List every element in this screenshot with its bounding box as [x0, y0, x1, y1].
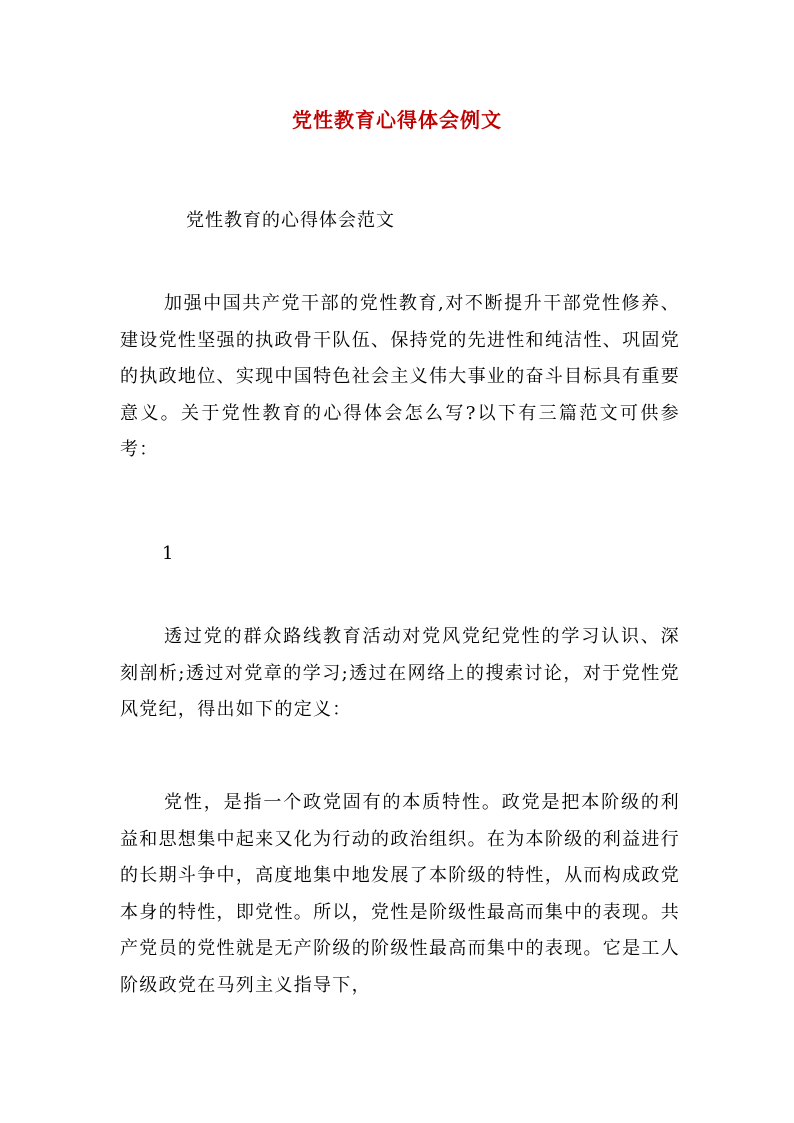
paragraph-intro: 加强中国共产党干部的党性教育,对不断提升干部党性修养、建设党性坚强的执政骨干队伍、保持党的先进性和纯洁性、巩固党的执政地位、实现中国特色社会主义伟大事业的奋斗目标具有重要意义。关于党性教育的心得体会怎么写?以下有三篇范文可供参考：: [120, 293, 680, 460]
document-title: 党性教育心得体会例文: [292, 108, 502, 132]
paragraph-definition: 党性，是指一个政党固有的本质特性。政党是把本阶级的利益和思想集中起来又化为行动的政治组织。在为本阶级的利益进行的长期斗争中，高度地集中地发展了本阶级的特性，从而构成政党本身的特性，即党性。所以，党性是阶级性最高而集中的表现。共产党员的党性就是无产阶级的阶级性最高而集中的表现。它是工人阶级政党在马列主义指导下，: [120, 792, 680, 996]
document-subtitle: 党性教育的心得体会范文: [186, 210, 395, 231]
paragraph-study: 透过党的群众路线教育活动对党风党纪党性的学习认识、深刻剖析;透过对党章的学习;透过在网络上的搜索讨论，对于党性党风党纪，得出如下的定义：: [120, 626, 680, 720]
section-number: 1: [162, 543, 174, 564]
